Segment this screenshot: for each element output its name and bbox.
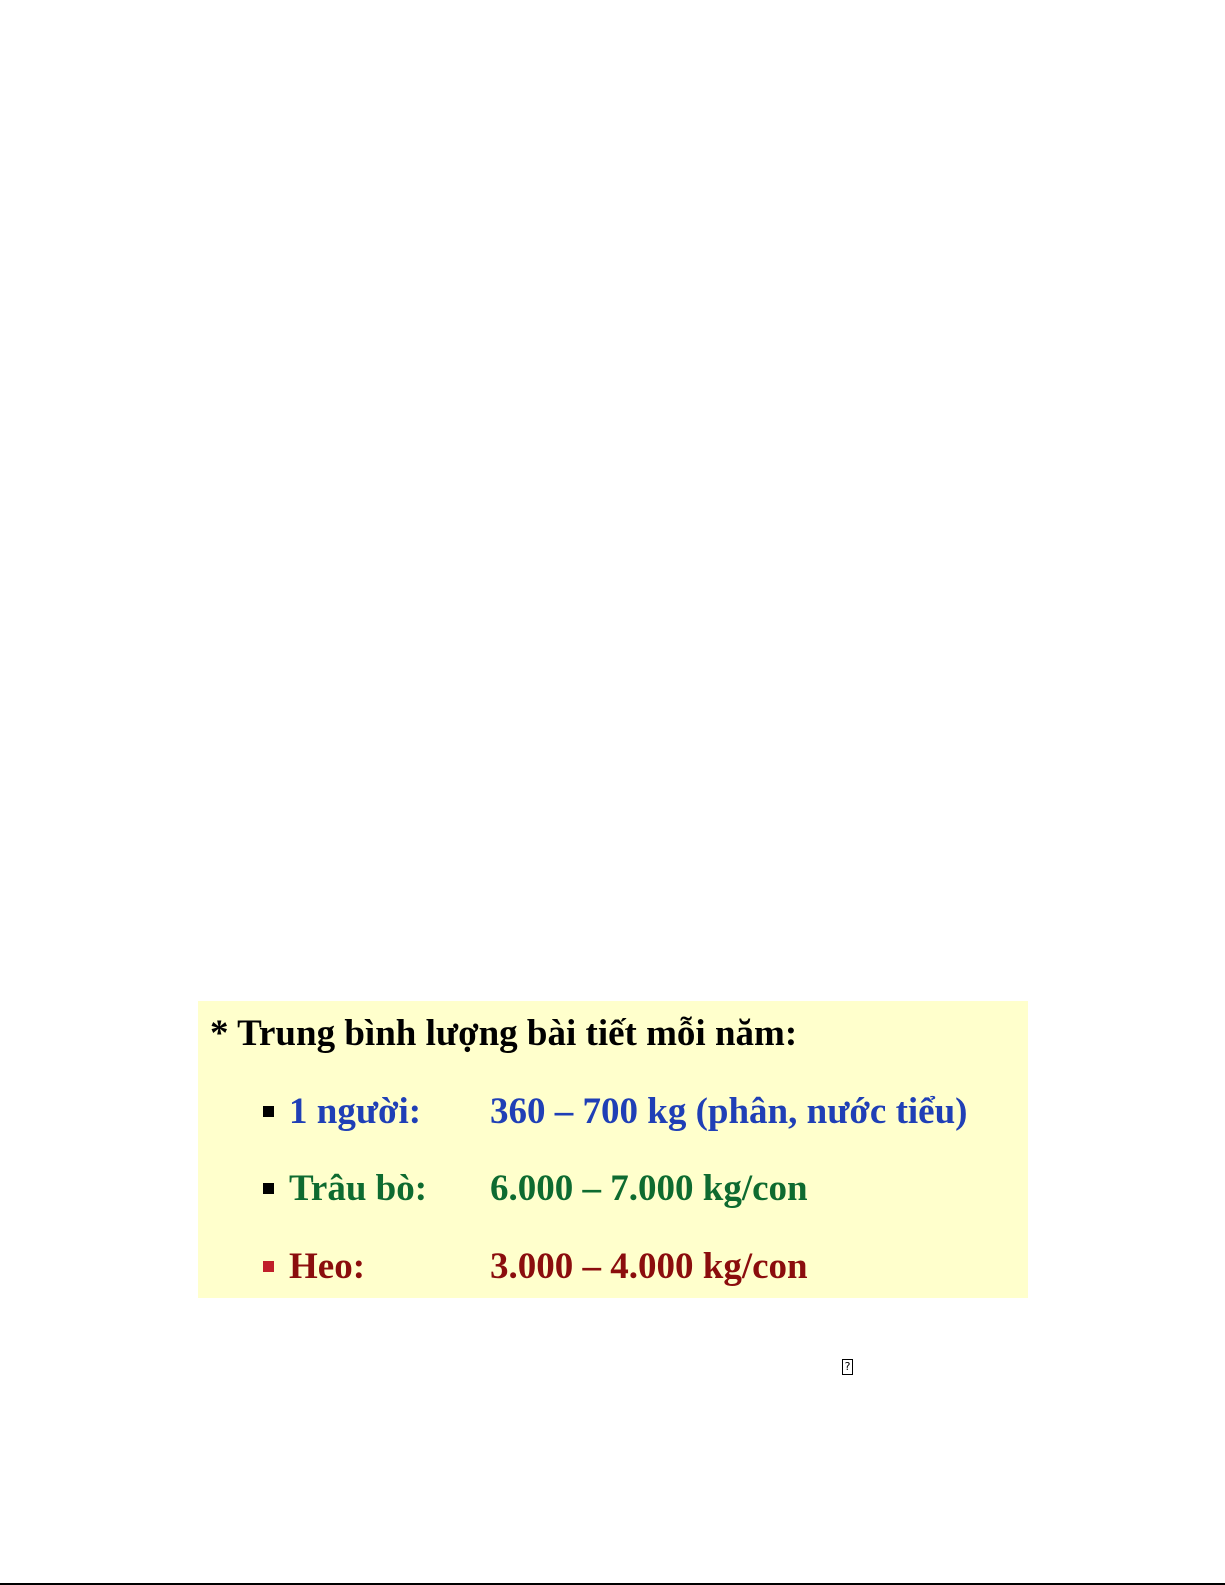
missing-glyph-icon: ? [842,1359,853,1375]
item-label: Trâu bò: [289,1168,428,1209]
bullet-square-icon [263,1183,274,1194]
item-label: 1 người: [289,1091,422,1132]
bullet-square-icon [263,1106,274,1117]
list-item [263,1242,1023,1292]
item-value: 6.000 – 7.000 kg/con [490,1168,808,1209]
list-item [263,1087,1023,1137]
list-item [263,1164,1023,1214]
bullet-square-icon [263,1261,274,1272]
item-value: 3.000 – 4.000 kg/con [490,1246,808,1287]
slide-title: * Trung bình lượng bài tiết mỗi năm: [210,1013,798,1054]
item-label: Heo: [289,1246,366,1287]
slide-image [198,1001,1028,1298]
item-value: 360 – 700 kg (phân, nước tiểu) [490,1091,968,1132]
